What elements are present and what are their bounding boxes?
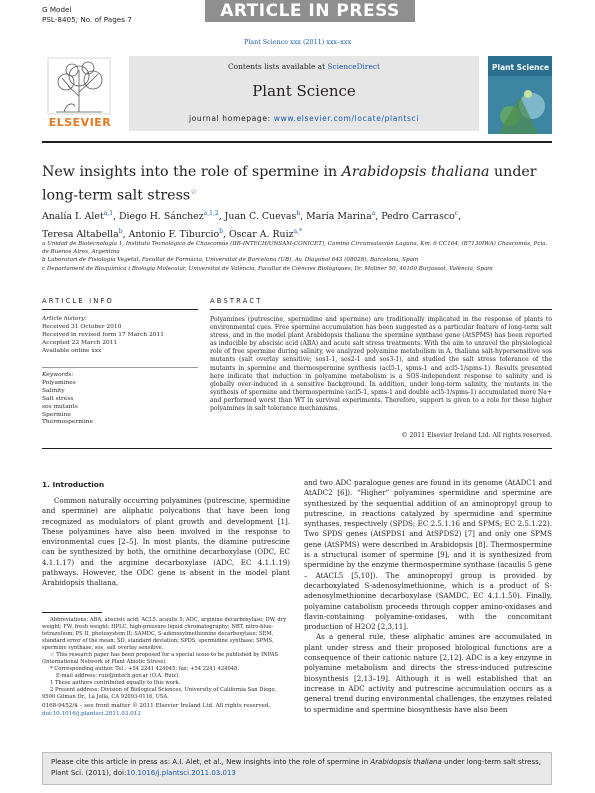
elsevier-logo (42, 56, 122, 132)
history-received: Received 31 October 2010 (42, 323, 122, 330)
abstract-copyright: © 2011 Elsevier Ireland Ltd. All rights reserved. (401, 432, 552, 439)
abstract-bottom-rule (42, 448, 552, 449)
keywords-label: Keywords: (42, 372, 74, 378)
sciencedirect-link[interactable]: ScienceDirect (327, 62, 380, 71)
contents-prefix: Contents lists available at (228, 62, 328, 71)
journal-homepage (129, 114, 479, 123)
author: Antonio F. Tiburcio$^b$ (128, 228, 223, 241)
issn-block (42, 702, 302, 718)
citation-species: Arabidopsis thaliana (370, 758, 442, 766)
paragraph: and two ADC paralogue genes are found in its genome (AtADC1 and AtADC2 [6]). “Higher” polyamines spermidine and spermine are synthesized by the sequential addition of an aminopropyl group to putrescine, in reactions catalyzed by spermidine and spermine synthases, respectively (SPDS; EC 2.5.1.16 and SPMS; EC 2.5.1.22). Two SPDS genes (AtSPDS1 and AtSPDS2) [7] and only one SPMS gene (AtSPMS) were described in Arabidopsis [8]. Thermospermine is a structural isomer of spermine [9], and it is synthesized from spermidine by the enzyme thermospermine synthase (acaulis 5 gene – AtACL5 [5,10]). The aminopropyl group is provided by decarboxylated S-adenosylmethionine, which is a product of S-adenosylmethionine decarboxylase (SAMDC, EC 4.1.1.50). Finally, polyamine catabolism proceeds through copper amino-oxidases and flavin-containing polyamine-oxidases, with the concomitant production of H2O2 [2,3,11]. (304, 478, 552, 632)
cover-title: Plant Science (492, 63, 550, 72)
body-column-left (42, 496, 290, 589)
doi-link[interactable]: doi:10.1016/j.plantsci.2011.03.013 (42, 711, 141, 717)
cover-plant-image-icon (488, 76, 552, 134)
paragraph: As a general rule, these aliphatic amines are accumulated in plant under stress and their proposed biological functions are a consequence of their cationic nature [2,12]. ADC is a key enzyme in polyamine metabolism and directs the stress-induced putrescine biosynthesis [2,13–19]. Although it is well established that an increase in ADC activity and putrescine accumulation occurs as a general trend during environmental challenges, the enzymes related to spermidine and spermine biosynthesis have also been (304, 632, 552, 714)
author: Pedro Carrasco$^c$ (381, 210, 459, 223)
corresponding-author-footnote: * Corresponding author. Tel.: +54 2241 424045; fax: +54 2241 424048. (50, 666, 240, 672)
journal-cover-thumbnail (488, 56, 552, 134)
author: Analía I. Alet$^{a,1}$ (42, 210, 114, 223)
homepage-prefix: journal homepage: (188, 114, 274, 123)
header-rule (42, 141, 552, 143)
history-revised: Received in revised form 17 March 2011 (42, 331, 164, 338)
journal-header-box (129, 56, 479, 131)
abbreviations-footnote: Abbreviations: ABA, abscisic acid; ACL5, acaulis 5; ADC, arginine decarboxylase; DW, dry weight; FW, fresh weight; HPLC, high-pressure liquid chromatography; NBT, nitro-blue-tetrazolium; PS II, photosystem II; SAMDC, S-adenosylmethionine decarboxylase; SEM, standard error of the mean; SD, standard deviation; SPDS, spermidine synthase; SPMS, spermine synthase; sos, salt overlay sensitive. (42, 617, 287, 651)
article-in-press-watermark: ARTICLE IN PRESS (205, 0, 415, 22)
citation-part1: Please cite this article in press as: A.I. Alet, et al., New insights into the role of spermine in (51, 758, 371, 766)
email-footnote[interactable]: E-mail address: ruiz@intech.gov.ar (O.A. Ruiz). (56, 673, 180, 679)
keyword: Polyamines (42, 379, 76, 386)
author-list: Analía I. Alet$^{a,1}$, Diego H. Sánchez$^{a,1,2}$, Juan C. Cuevas$^b$, María Marina$^a$, Pedro Carrasco$^c$, Teresa Altabella$^b$, Antonio F. Tiburcio$^b$, Oscar A. Ruiz$^{a,*}$ (42, 210, 462, 241)
body-column-right (304, 478, 552, 715)
abstract-rule (210, 309, 552, 310)
history-label: Article history: (42, 316, 87, 322)
citation-box (42, 752, 552, 785)
keywords (42, 372, 198, 427)
keyword: Salinity (42, 387, 65, 394)
psl-line: PSL-8405; No. of Pages 7 (42, 15, 132, 24)
history-online: Available online xxx (42, 347, 102, 354)
title-part2: under long-term salt stress (42, 164, 537, 204)
paragraph: Common naturally occurring polyamines (putrescine, spermidine and spermine) are aliphatic polycations that have been long recognized as modulators of plant growth and development [1]. These polyamines have also been involved in the response to environmental cues [2–5]. In most plants, the diamine putrescine can be synthesized by both, the ornithine decarboxylase (ODC, EC 4.1.1.17) and the arginine decarboxylase (ADC, EC 4.1.1.19) pathways. However, the ODC gene is absent in the model plant Arabidopsis thaliana, (42, 496, 290, 588)
author: Diego H. Sánchez$^{a,1,2}$ (119, 210, 219, 223)
keyword: Salt stress (42, 395, 74, 402)
g-model-label: G Model (42, 5, 72, 14)
abstract-heading: ABSTRACT (210, 297, 263, 305)
masthead (42, 56, 552, 135)
journal-name: Plant Science (252, 82, 356, 100)
front-matter-line: 0168-9452/$ – see front matter © 2011 Elsevier Ireland Ltd. All rights reserved. (42, 703, 271, 709)
keywords-rule (42, 367, 198, 368)
keyword: sos mutants (42, 403, 78, 410)
elsevier-wordmark: ELSEVIER (48, 116, 112, 129)
affiliation-b: b Laboratori de Fisiología Vegetal, Facultat de Farmàcia, Universitat de Barcelona (UB), Av. Diagonal 643 (08028), Barcelona, Spain (42, 257, 419, 264)
citation-part2: under long-term salt stress, Plant Sci. (2011), doi: (51, 758, 541, 777)
footnote-rule (42, 612, 102, 613)
affiliation-a: a Unidad de Biotecnología 1, Instituto Tecnológico de Chascomús (IIB-INTECH/UNSAM-CONICET), Camino Circunvalación Laguna, Km. 6 CC164, (B7130IWA) Chascomús, Pcia. de Buenos Aires, Argentina (42, 241, 548, 256)
title-species: Arabidopsis thaliana (341, 164, 490, 180)
journal-reference[interactable]: Plant Science xxx (2011) xxx–xxx (243, 38, 352, 46)
author: Juan C. Cuevas$^b$ (224, 210, 301, 223)
citation-text (51, 757, 545, 779)
affiliation-c: c Departament de Bioquímica i Biología Molecular, Universitat de València, Facultat de Ciències Biològiques; Dr. Moliner 50, 46100 Burjassot, València, Spain (42, 265, 493, 272)
article-title (42, 163, 542, 206)
affiliations (42, 240, 552, 273)
article-info-heading: ARTICLE INFO (42, 297, 115, 305)
section-heading-introduction: 1. Introduction (42, 480, 105, 489)
author: Teresa Altabella$^b$ (42, 228, 123, 241)
equal-contribution-footnote: 1 These authors contributed equally to this work. (50, 680, 181, 686)
keyword: Thermospermine (42, 419, 94, 426)
author: María Marina$^a$ (306, 210, 376, 223)
contents-line (129, 62, 479, 71)
star-footnote: ☆ This research paper has been proposed for a special issue to be published by INPAS (International Network of Plant Abiotic Stress). (42, 652, 279, 665)
footnotes (42, 617, 290, 701)
history-accepted: Accepted 22 March 2011 (42, 339, 118, 346)
title-part1: New insights into the role of spermine in (42, 164, 342, 180)
article-history (42, 316, 198, 356)
author: Oscar A. Ruiz$^{a,*}$ (228, 228, 302, 241)
present-address-footnote: 2 Present address: Division of Biological Sciences, University of California San Diego, 9500 Gilman Dr., La Jolla, CA 92093-0116, USA. (42, 687, 277, 700)
manuscript-id (42, 5, 132, 25)
abstract-text: Polyamines (putrescine, spermidine and spermine) are traditionally implicated in the response of plants to environmental cues. Free spermine accumulation has been suggested as a particular feature of long-term salt stress, and in the model plant Arabidopsis thaliana the spermine synthase gene (AtSPMS) has been reported as inducible by abscisic acid (ABA) and acute salt stress treatments. With the aim to unravel the physiological role of free spermine during salinity, we analyzed polyamine metabolism in A. thaliana salt-hypersensitive sos mutants (salt overlay sensitive; sos1-1, sos2-1 and sos3-1), and studied the salt stress tolerance of the mutants in spermine and thermospermine synthesis (acl5-1, spms-1 and acl5-1/spms-1). Results presented here indicate that induction in polyamine metabolism is a SOS-independent response to salinity and is globally over-induced in a sensitive background. In addition, under long-term salinity, the mutants in the synthesis of spermine and thermospermine (acl5-1, spms-1 and double acl5-1/spms-1) accumulated more Na+ and performed worst than WT in survival experiments. Therefore, support is given to a role for these higher polyamines in salt tolerance mechanisms. (210, 316, 552, 413)
homepage-link[interactable]: www.elsevier.com/locate/plantsci (273, 114, 420, 123)
keyword: Spermine (42, 411, 71, 418)
citation-doi-link[interactable]: 10.1016/j.plantsci.2011.03.013 (126, 769, 236, 777)
article-info-rule (42, 309, 198, 310)
title-star[interactable]: ☆ (190, 187, 198, 196)
